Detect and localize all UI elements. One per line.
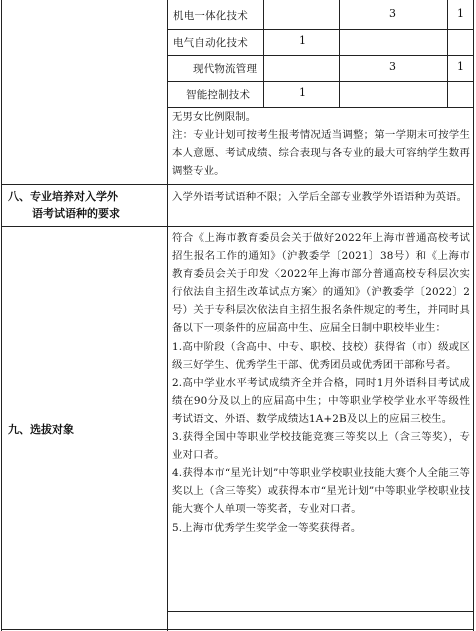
section8-label-line2: 语考试语种的要求 bbox=[32, 207, 120, 220]
major-name: 电气自动化技术 bbox=[173, 37, 248, 49]
major-count: 1 bbox=[299, 86, 306, 99]
major-name: 现代物流管理 bbox=[193, 63, 258, 75]
table-border-bottom bbox=[1, 629, 474, 630]
section9-content bbox=[172, 229, 470, 537]
major-adjust-note: 注：专业计划可按考生报考情况适当调整；第一学期末可按学生本人意愿、考试成绩、综合表现与各专业的最大可容纳学生数再调整专业。 bbox=[172, 129, 470, 178]
major-count: 3 bbox=[389, 60, 396, 73]
majors-col-line-1 bbox=[263, 0, 264, 108]
criterion-1: 1.高中阶段（含高中、中专、职校、技校）获得省（市）级或区级三好学生、优秀学生干部、优秀团员或优秀团干部称号者。 bbox=[172, 340, 470, 371]
majors-row-line-1 bbox=[167, 29, 474, 30]
majors-col-line-2 bbox=[339, 0, 340, 108]
section9-label: 九、选拔对象 bbox=[8, 423, 74, 436]
table-border-left bbox=[1, 0, 2, 631]
table-col-separator bbox=[167, 0, 168, 631]
major-count: 1 bbox=[457, 60, 464, 73]
section8-label-line1: 八、专业培养对入学外 bbox=[8, 190, 118, 203]
section-separator-8-top bbox=[1, 184, 474, 185]
criterion-4: 4.获得本市“星光计划”中等职业学校职业技能大赛个人全能三等奖以上（含三等奖）或获得本市“星光计划”中等职业学校职业技能大赛个人单项一等奖者，专业对口者。 bbox=[172, 467, 470, 516]
major-count: 1 bbox=[457, 7, 464, 20]
major-count: 1 bbox=[299, 34, 306, 47]
criterion-3: 3.获得全国中等职业学校技能竞赛三等奖以上（含三等奖），专业对口者。 bbox=[172, 431, 470, 462]
majors-row-line-3 bbox=[167, 81, 474, 82]
gender-ratio-note: 无男女比例限制。 bbox=[172, 111, 257, 123]
note-block bbox=[172, 108, 470, 180]
section-separator-9-inner bbox=[167, 611, 474, 612]
section8-label bbox=[8, 188, 164, 222]
table-border-right bbox=[473, 0, 474, 631]
major-count: 3 bbox=[389, 7, 396, 20]
criterion-5: 5.上海市优秀学生奖学金一等奖获得者。 bbox=[172, 521, 362, 534]
section8-content: 入学外语考试语种不限；入学后全部专业教学外语语种为英语。 bbox=[172, 191, 468, 203]
majors-row-line-2 bbox=[167, 55, 474, 56]
criterion-2: 2.高中学业水平考试成绩齐全并合格，同时1月外语科目考试成绩在90分及以上的应届高中生；中等职业学校学业水平等级性考试语文、外语、数学成绩达1A+2B及以上的应届三校生。 bbox=[172, 376, 470, 425]
major-name: 机电一体化技术 bbox=[173, 10, 248, 22]
eligibility-intro-paragraph: 符合《上海市教育委员会关于做好2022年上海市普通高校考试招生报名工作的通知》（沪教委学〔2021〕38号）和《上海市教育委员会关于印发〈2022年上海市部分普通高校专科层次实行依法自主招生改革试点方案〉的通知》（沪教委学〔2022〕2号）关于专科层次依法自主招生报名条件规定的考生，并同时具备以下一项条件的应届高中生、应届全日制中职校毕业生： bbox=[172, 232, 470, 335]
majors-col-line-3 bbox=[447, 0, 448, 108]
section-separator-9-top bbox=[1, 226, 474, 227]
major-name: 智能控制技术 bbox=[186, 89, 251, 101]
